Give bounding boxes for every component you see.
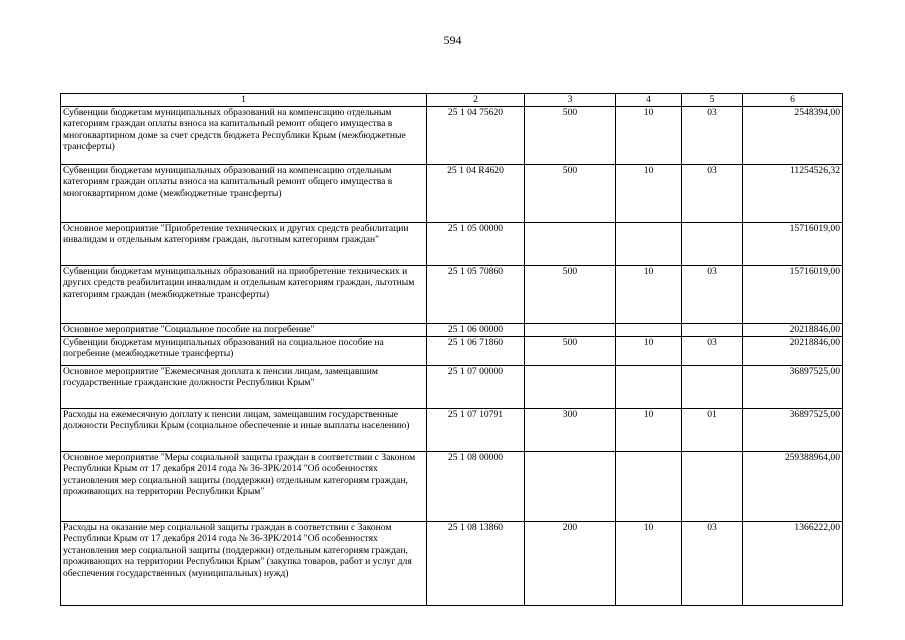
row-name: Расходы на ежемесячную доплату к пенсии лицам, замещавшим государственные должности Республики Крым (социальное обеспечение и иные выплаты населению) bbox=[61, 408, 427, 451]
page-number: 594 bbox=[443, 33, 462, 47]
row-amount: 20218846,00 bbox=[743, 323, 843, 336]
row-subsection bbox=[682, 323, 743, 336]
row-name: Основное мероприятие "Меры социальной защиты граждан в соответствии с Законом Республики Крым от 17 декабря 2014 года № 36-ЗРК/2014 "Об особенностях установления мер социальной защиты (поддержки) отдельным категориям граждан, проживающих на территории Республики Крым" bbox=[61, 451, 427, 521]
row-expense-type bbox=[525, 222, 616, 265]
budget-table bbox=[60, 93, 843, 606]
row-name: Расходы на оказание мер социальной защиты граждан в соответствии с Законом Республики Крым от 17 декабря 2014 года № 36-ЗРК/2014 "Об особенностях установления мер социальной защиты (поддержки) отдельным категориям граждан, проживающих на территории Республики Крым" (закупка товаров, работ и услуг для обеспечения государственных (муниципальных) нужд) bbox=[61, 521, 427, 605]
row-subsection bbox=[682, 451, 743, 521]
row-expense-type: 500 bbox=[525, 265, 616, 323]
row-subsection: 03 bbox=[682, 336, 743, 365]
row-target-code: 25 1 07 00000 bbox=[427, 365, 525, 408]
row-subsection bbox=[682, 222, 743, 265]
row-expense-type bbox=[525, 451, 616, 521]
row-name: Основное мероприятие "Ежемесячная доплата к пенсии лицам, замещавшим государственные гражданские должности Республики Крым" bbox=[61, 365, 427, 408]
row-expense-type bbox=[525, 365, 616, 408]
row-section: 10 bbox=[616, 164, 682, 222]
row-subsection: 03 bbox=[682, 265, 743, 323]
row-target-code: 25 1 08 00000 bbox=[427, 451, 525, 521]
row-target-code: 25 1 06 00000 bbox=[427, 323, 525, 336]
row-expense-type: 500 bbox=[525, 106, 616, 164]
row-section: 10 bbox=[616, 265, 682, 323]
table-row bbox=[61, 323, 843, 336]
column-header-4: 4 bbox=[616, 94, 682, 107]
row-name: Субвенции бюджетам муниципальных образований на приобретение технических и других средств реабилитации инвалидам и отдельным категориям граждан, льготным категориям граждан (межбюджетные трансферты) bbox=[61, 265, 427, 323]
row-target-code: 25 1 06 71860 bbox=[427, 336, 525, 365]
row-target-code: 25 1 07 10791 bbox=[427, 408, 525, 451]
row-amount: 15716019,00 bbox=[743, 265, 843, 323]
table-row bbox=[61, 222, 843, 265]
row-amount: 1366222,00 bbox=[743, 521, 843, 605]
row-expense-type bbox=[525, 323, 616, 336]
row-name: Субвенции бюджетам муниципальных образований на социальное пособие на погребение (межбюджетные трансферты) bbox=[61, 336, 427, 365]
column-header-3: 3 bbox=[525, 94, 616, 107]
row-target-code: 25 1 04 75620 bbox=[427, 106, 525, 164]
row-name: Основное мероприятие "Приобретение технических и других средств реабилитации инвалидам и отдельным категориям граждан, льготным категориям граждан" bbox=[61, 222, 427, 265]
row-amount: 36897525,00 bbox=[743, 365, 843, 408]
row-name: Субвенции бюджетам муниципальных образований на компенсацию отдельным категориям граждан оплаты взноса на капитальный ремонт общего имущества в многоквартирном доме (межбюджетные трансферты) bbox=[61, 164, 427, 222]
column-header-6: 6 bbox=[743, 94, 843, 107]
row-amount: 36897525,00 bbox=[743, 408, 843, 451]
column-header-1: 1 bbox=[61, 94, 427, 107]
table-header-row bbox=[61, 94, 843, 107]
row-target-code: 25 1 05 00000 bbox=[427, 222, 525, 265]
row-section: 10 bbox=[616, 521, 682, 605]
table-row bbox=[61, 408, 843, 451]
row-name: Субвенции бюджетам муниципальных образований на компенсацию отдельным категориям граждан оплаты взноса на капитальный ремонт общего имущества в многоквартирном доме за счет средств бюджета Республики Крым (межбюджетные трансферты) bbox=[61, 106, 427, 164]
row-expense-type: 200 bbox=[525, 521, 616, 605]
row-expense-type: 500 bbox=[525, 336, 616, 365]
row-target-code: 25 1 04 R4620 bbox=[427, 164, 525, 222]
row-subsection bbox=[682, 365, 743, 408]
row-section bbox=[616, 451, 682, 521]
row-subsection: 03 bbox=[682, 164, 743, 222]
row-subsection: 01 bbox=[682, 408, 743, 451]
row-amount: 20218846,00 bbox=[743, 336, 843, 365]
row-expense-type: 500 bbox=[525, 164, 616, 222]
row-target-code: 25 1 05 70860 bbox=[427, 265, 525, 323]
row-amount: 2548394,00 bbox=[743, 106, 843, 164]
row-section: 10 bbox=[616, 408, 682, 451]
row-subsection: 03 bbox=[682, 106, 743, 164]
row-subsection: 03 bbox=[682, 521, 743, 605]
row-name: Основное мероприятие "Социальное пособие на погребение" bbox=[61, 323, 427, 336]
table-row bbox=[61, 521, 843, 605]
row-section: 10 bbox=[616, 106, 682, 164]
table-row bbox=[61, 451, 843, 521]
row-amount: 11254526,32 bbox=[743, 164, 843, 222]
row-section bbox=[616, 323, 682, 336]
row-section: 10 bbox=[616, 336, 682, 365]
row-amount: 259388964,00 bbox=[743, 451, 843, 521]
row-target-code: 25 1 08 13860 bbox=[427, 521, 525, 605]
row-expense-type: 300 bbox=[525, 408, 616, 451]
table-row bbox=[61, 164, 843, 222]
table-row bbox=[61, 365, 843, 408]
column-header-5: 5 bbox=[682, 94, 743, 107]
row-amount: 15716019,00 bbox=[743, 222, 843, 265]
table-row bbox=[61, 265, 843, 323]
table-row bbox=[61, 106, 843, 164]
table-row bbox=[61, 336, 843, 365]
column-header-2: 2 bbox=[427, 94, 525, 107]
row-section bbox=[616, 222, 682, 265]
row-section bbox=[616, 365, 682, 408]
